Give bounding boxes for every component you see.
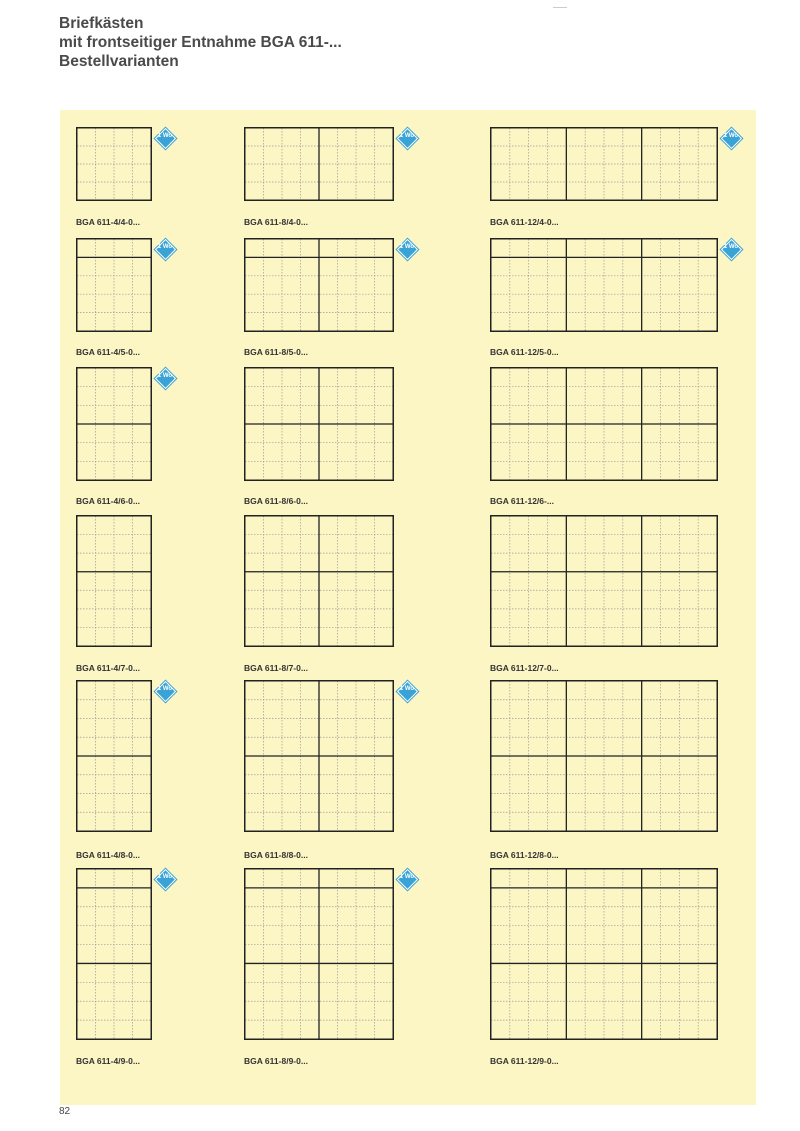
mailbox-grid-12x7 (490, 515, 718, 647)
variant-label: BGA 611-12/6-... (490, 496, 554, 506)
mailbox-grid-drawing (244, 868, 394, 1040)
badge-text: 1 Wo (157, 244, 173, 250)
variant-label: BGA 611-4/9-0... (76, 1056, 140, 1066)
delivery-week-badge-icon (398, 682, 416, 700)
top-mark (553, 7, 567, 8)
mailbox-grid-8x9 (244, 868, 394, 1040)
mailbox-grid-drawing (490, 515, 718, 647)
badge-text: 1 Wo (157, 686, 173, 692)
mailbox-grid-drawing (76, 367, 152, 481)
mailbox-grid-drawing (76, 680, 152, 832)
mailbox-grid-drawing (76, 127, 152, 201)
title-line-1: Briefkästen (59, 15, 144, 32)
page-title (59, 14, 342, 71)
variant-label: BGA 611-12/4-0... (490, 217, 559, 227)
delivery-week-badge-icon (722, 129, 740, 147)
badge-text: 1 Wo (399, 244, 415, 250)
mailbox-grid-8x6 (244, 367, 394, 481)
mailbox-grid-drawing (490, 127, 718, 201)
mailbox-grid-drawing (76, 238, 152, 332)
delivery-week-badge-icon (156, 240, 174, 258)
delivery-week-badge-icon (156, 870, 174, 888)
badge-text: 1 Wo (157, 373, 173, 379)
badge-text: 1 Wo (723, 133, 739, 139)
mailbox-grid-12x4 (490, 127, 718, 201)
delivery-week-badge-icon (722, 240, 740, 258)
badge-text: 1 Wo (157, 874, 173, 880)
mailbox-grid-drawing (244, 127, 394, 201)
mailbox-grid-4x5 (76, 238, 152, 332)
variant-label: BGA 611-8/7-0... (244, 663, 308, 673)
badge-text: 1 Wo (399, 686, 415, 692)
title-line-3: Bestellvarianten (59, 53, 179, 70)
variant-label: BGA 611-8/9-0... (244, 1056, 308, 1066)
variant-label: BGA 611-8/8-0... (244, 850, 308, 860)
variant-label: BGA 611-4/4-0... (76, 217, 140, 227)
variant-label: BGA 611-4/6-0... (76, 496, 140, 506)
badge-text: 1 Wo (723, 244, 739, 250)
mailbox-grid-4x4 (76, 127, 152, 201)
badge-text: 1 Wo (157, 133, 173, 139)
variant-label: BGA 611-8/6-0... (244, 496, 308, 506)
variant-label: BGA 611-4/7-0... (76, 663, 140, 673)
mailbox-grid-4x8 (76, 680, 152, 832)
variant-label: BGA 611-8/4-0... (244, 217, 308, 227)
mailbox-grid-12x9 (490, 868, 718, 1040)
delivery-week-badge-icon (398, 240, 416, 258)
delivery-week-badge-icon (398, 870, 416, 888)
mailbox-grid-8x4 (244, 127, 394, 201)
badge-text: 1 Wo (399, 133, 415, 139)
mailbox-grid-12x8 (490, 680, 718, 832)
variant-label: BGA 611-12/9-0... (490, 1056, 559, 1066)
mailbox-grid-12x5 (490, 238, 718, 332)
badge-text: 1 Wo (399, 874, 415, 880)
mailbox-grid-12x6 (490, 367, 718, 481)
mailbox-grid-drawing (490, 367, 718, 481)
variant-label: BGA 611-8/5-0... (244, 347, 308, 357)
mailbox-grid-drawing (244, 515, 394, 647)
mailbox-grid-8x8 (244, 680, 394, 832)
mailbox-grid-4x6 (76, 367, 152, 481)
variant-label: BGA 611-12/7-0... (490, 663, 559, 673)
mailbox-grid-drawing (244, 680, 394, 832)
variant-label: BGA 611-4/5-0... (76, 347, 140, 357)
delivery-week-badge-icon (156, 129, 174, 147)
delivery-week-badge-icon (398, 129, 416, 147)
delivery-week-badge-icon (156, 369, 174, 387)
mailbox-grid-8x7 (244, 515, 394, 647)
mailbox-grid-8x5 (244, 238, 394, 332)
mailbox-grid-drawing (490, 238, 718, 332)
delivery-week-badge-icon (156, 682, 174, 700)
mailbox-grid-drawing (490, 868, 718, 1040)
mailbox-grid-drawing (76, 868, 152, 1040)
page-number: 82 (59, 1106, 71, 1117)
mailbox-grid-drawing (244, 238, 394, 332)
mailbox-grid-drawing (490, 680, 718, 832)
mailbox-grid-4x7 (76, 515, 152, 647)
mailbox-grid-4x9 (76, 868, 152, 1040)
variant-label: BGA 611-4/8-0... (76, 850, 140, 860)
title-line-2: mit frontseitiger Entnahme BGA 611-... (59, 34, 342, 51)
mailbox-grid-drawing (244, 367, 394, 481)
variant-label: BGA 611-12/5-0... (490, 347, 559, 357)
mailbox-grid-drawing (76, 515, 152, 647)
variant-label: BGA 611-12/8-0... (490, 850, 559, 860)
